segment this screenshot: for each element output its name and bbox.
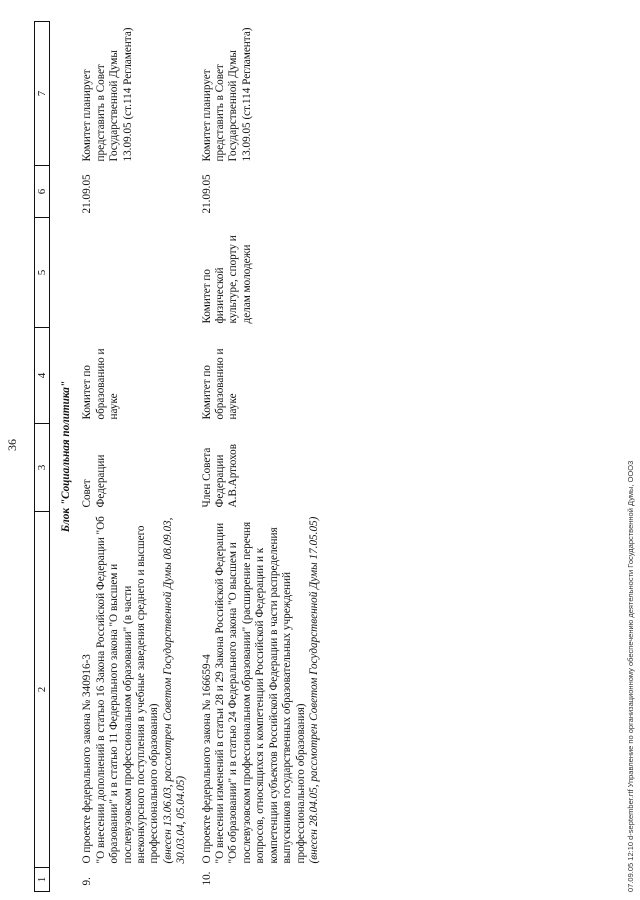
bill-cell — [81, 512, 188, 868]
page-number: 36 — [5, 439, 19, 451]
column-header: 7 — [35, 22, 50, 166]
committee-cell: Комитет по образованию и науке — [200, 348, 240, 420]
bill-description: "О внесении изменений в статьи 28 и 29 Закона Российской Федерации "Об образовании" и в статью 24 Федерального закона "О высшем и послевузовском профессиональном образовании" (расширение перечня вопросов, относящихся к компетенции Российской Федерации и к компетенции субъектов Российской Федерации в части распределения выпускников государственных образовательных учреждений профессионального образования) — [214, 521, 307, 864]
bill-description: "О внесении дополнений в статью 16 Закона Российской Федерации "Об образовании" и в статью 11 Федерального закона "О высшем и послевузовском профессиональном образовании" (в части внеконкурсного поступления в учебные заведения среднего и высшего профессионального образования) — [94, 516, 161, 864]
date-cell: 21.09.05 — [200, 174, 213, 214]
column-header: 2 — [35, 512, 50, 868]
action-cell: Комитет планирует представить в Совет Государственной Думы 13.09.05 (ст.114 Регламента) — [200, 27, 253, 162]
committee-cell: Комитет по образованию и науке — [81, 348, 121, 420]
co-committee-cell — [81, 218, 188, 328]
column-header: 4 — [35, 328, 50, 424]
date-cell: 21.09.05 — [81, 174, 94, 214]
table-header-row — [35, 22, 50, 892]
table-row — [81, 22, 188, 892]
bill-title: О проекте федерального закона № 340916-3 — [81, 654, 94, 864]
legislation-table — [34, 21, 321, 892]
action-cell: Комитет планирует представить в Совет Государственной Думы 13.09.05 (ст.114 Регламента) — [81, 27, 134, 162]
table-row — [201, 22, 322, 892]
co-committee-cell: Комитет по физической культуре, спорту и делам молодежи — [200, 235, 253, 324]
bill-cell — [201, 512, 322, 868]
row-number: 10. — [200, 871, 213, 886]
block-title: Блок "Социальная политика" — [60, 380, 72, 533]
page-footer: 07.09.05 12:10 d-september.rtf Управление по организационному обеспечению деятельности Государственной Думы, ООО3 — [626, 460, 635, 892]
column-header: 1 — [35, 868, 50, 892]
column-header: 6 — [35, 166, 50, 218]
bill-title: О проекте федерального закона № 166659-4 — [200, 654, 213, 864]
bill-note: (внесен 28.04.05, рассмотрен Советом Государственной Думы 17.05.05) — [307, 516, 320, 864]
column-header: 3 — [35, 424, 50, 512]
row-number: 9. — [81, 877, 94, 886]
initiator-cell: Совет Федерации — [81, 454, 107, 508]
bill-note: (внесен 13.06.03, рассмотрен Советом Государственной Думы 08.09.03, 30.03.04, 05.04.05) — [161, 517, 188, 864]
column-header: 5 — [35, 218, 50, 328]
initiator-cell: Член Совета Федерации А.В.Артюхов — [200, 443, 240, 508]
